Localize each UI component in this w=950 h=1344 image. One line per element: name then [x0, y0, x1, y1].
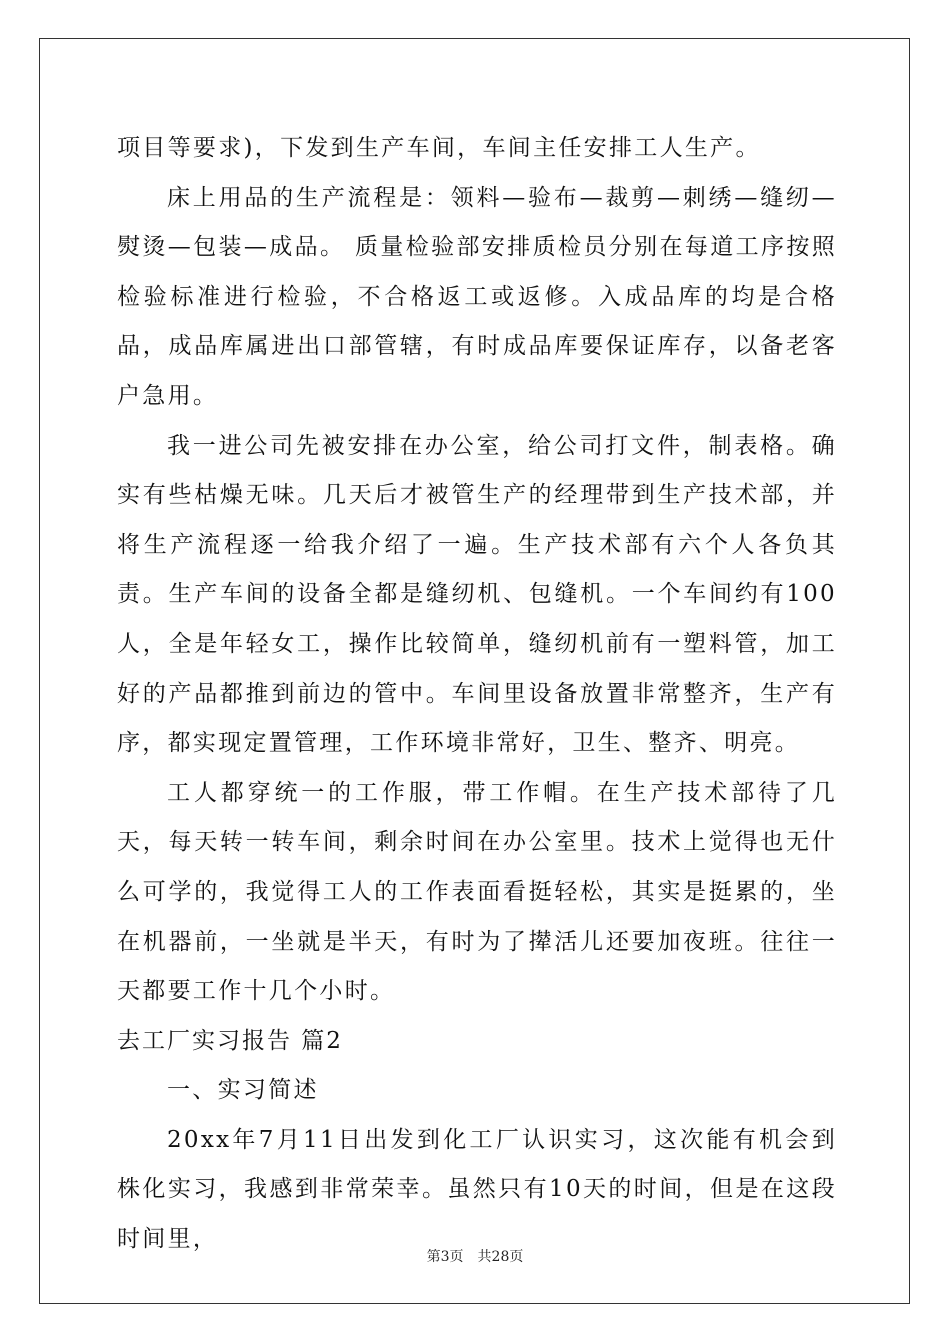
document-body	[117, 124, 837, 1265]
section-title: 去工厂实习报告 篇2	[117, 1027, 343, 1054]
paragraph-4: 工人都穿统一的工作服，带工作帽。在生产技术部待了几天，每天转一转车间，剩余时间在办公室里。技术上觉得也无什么可学的，我觉得工人的工作表面看挺轻松，其实是挺累的，坐在机器前，一坐就是半天，有时为了撵活儿还要加夜班。往往一天都要工作十几个小时。	[117, 779, 837, 1005]
paragraph-1: 项目等要求)，下发到生产车间，车间主任安排工人生产。	[117, 135, 761, 161]
page-total: 共28页	[477, 1249, 524, 1265]
paragraph-2: 床上用品的生产流程是：领料—验布—裁剪—刺绣—缝纫—熨烫—包装—成品。 质量检验部安排质检员分别在每道工序按照检验标准进行检验，不合格返工或返修。入成品库的均是合格品，成品库属进出口部管辖，有时成品库要保证库存，以备老客户急用。	[117, 184, 837, 409]
page-number: 第3页	[426, 1249, 464, 1265]
subsection-title: 一、实习简述	[167, 1077, 319, 1104]
paragraph-3: 我一进公司先被安排在办公室，给公司打文件，制表格。确实有些枯燥无味。几天后才被管生产的经理带到生产技术部，并将生产流程逐一给我介绍了一遍。生产技术部有六个人各负其责。生产车间的设备全都是缝纫机、包缝机。一个车间约有100人，全是年轻女工，操作比较简单，缝纫机前有一塑料管，加工好的产品都推到前边的管中。车间里设备放置非常整齐，生产有序，都实现定置管理，工作环境非常好，卫生、整齐、明亮。	[117, 432, 837, 757]
page-footer	[0, 1246, 950, 1266]
closing-paragraph: 20xx年7月11日出发到化工厂认识实习，这次能有机会到株化实习，我感到非常荣幸。虽然只有10天的时间，但是在这段时间里，	[117, 1126, 837, 1253]
